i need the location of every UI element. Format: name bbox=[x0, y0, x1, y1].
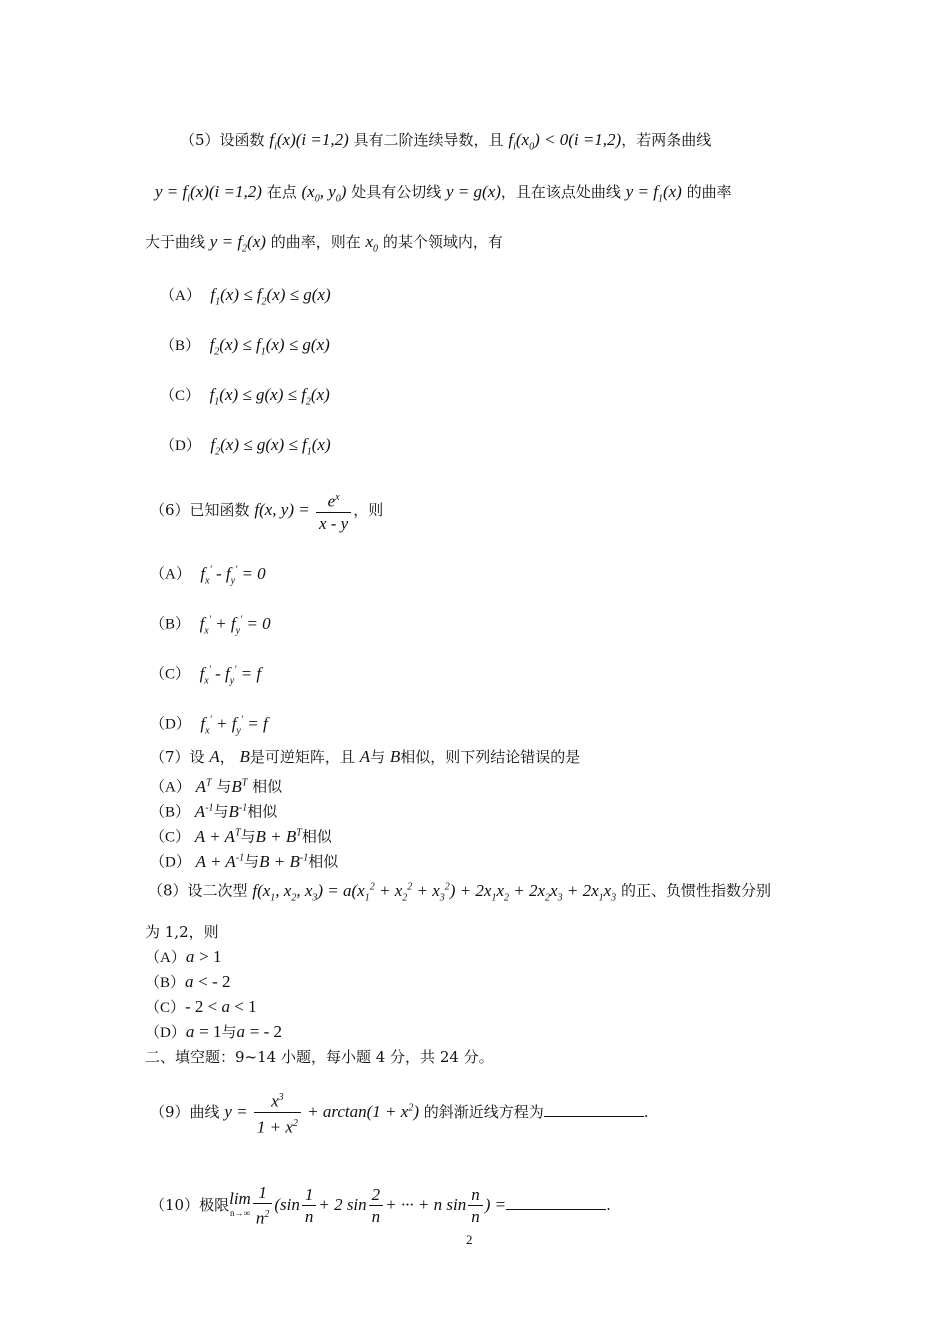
q5-text: ，若两条曲线 bbox=[621, 131, 712, 149]
q5-text: 的曲率，则在 bbox=[270, 233, 361, 251]
option-label: （B） bbox=[150, 616, 191, 633]
q10-number: （10） bbox=[150, 1196, 200, 1215]
q7-line1: （7）设 A， B是可逆矩阵，且 A与 B相似，则下列结论错误的是 bbox=[150, 747, 581, 766]
q7-option-c: （C） $A + A^T$与$B + B^T$相似 bbox=[150, 826, 332, 846]
q8-formula: $f(x_1$, $x_2$, $x_3) = a(x_1^2 + x_2^2 + x_3^2) + 2x_1x_2 + 2x_2x_3 + 2x_1x_3$ bbox=[252, 880, 617, 904]
q5-formula-g: y = g(x) bbox=[446, 182, 501, 201]
option-label: （D） bbox=[160, 438, 201, 454]
q5-number: （5） bbox=[180, 131, 220, 149]
q5-formula-curves: $y = f_i(x)(i =1,2)$ bbox=[155, 182, 262, 205]
q5-option-a: （A） $f_1(x) \le f_2(x) \le g(x)$ bbox=[160, 285, 331, 308]
q7-xiangsi: 相似 bbox=[308, 852, 339, 871]
q9-answer-blank[interactable] bbox=[544, 1102, 644, 1117]
q7-yu: 与 bbox=[216, 777, 232, 796]
option-label: （A） bbox=[160, 288, 201, 304]
page-number: 2 bbox=[466, 1232, 473, 1247]
q6-option-c: （C） $f_x' - f_y' = f$ bbox=[150, 663, 262, 687]
q5-formula-f1: $y = f_1(x)$ bbox=[625, 182, 682, 205]
q5-formula-point: ($x_0$, $y_0$) bbox=[301, 182, 347, 205]
q8-option-b: （B）a < - 2 bbox=[145, 972, 231, 991]
q8-option-d: （D）a = 1与a = - 2 bbox=[145, 1022, 283, 1041]
q7-option-d: （D） $A + A^{-1}$与$B + B^{-1}$相似 bbox=[150, 851, 339, 871]
option-label: （B） bbox=[145, 975, 186, 991]
option-label: （D） bbox=[150, 854, 191, 871]
q6-formula: f(x, y) = $\frac{e^x}{x - y}$ bbox=[254, 500, 353, 519]
q7-option-a: （A） $A^T$ 与$B^T$ 相似 bbox=[150, 776, 283, 796]
q5-line2 bbox=[155, 182, 732, 209]
q5-text: 处具有公切线 bbox=[351, 183, 442, 201]
q9-text: 曲线 bbox=[189, 1103, 220, 1122]
q6-option-d: （D） $f_x' + f_y' = f$ bbox=[150, 713, 268, 737]
q7-text: 是可逆矩阵，且 bbox=[249, 748, 355, 766]
option-label: （C） bbox=[145, 1000, 186, 1016]
q10-text: 极限 bbox=[199, 1196, 230, 1215]
q5-text: ，且在该点处曲线 bbox=[500, 183, 621, 201]
q5-text: 大于曲线 bbox=[145, 233, 206, 251]
q8-text: 设二次型 bbox=[187, 881, 248, 900]
q8-yu: 与 bbox=[221, 1023, 237, 1041]
q6-text: ，则 bbox=[353, 501, 384, 520]
option-label: （C） bbox=[150, 666, 191, 683]
q5-line1 bbox=[180, 130, 711, 157]
q8-line2: 为 1,2，则 bbox=[145, 923, 219, 941]
option-label: （D） bbox=[150, 716, 191, 733]
q7-number: （7） bbox=[150, 748, 190, 766]
q5-option-d: （D） $f_2(x) \le g(x) \le f_1(x)$ bbox=[160, 435, 331, 458]
option-label: （C） bbox=[150, 829, 191, 846]
q10-line bbox=[150, 1183, 611, 1230]
option-label: （A） bbox=[150, 566, 191, 583]
q5-text: 在点 bbox=[266, 183, 297, 201]
q10-answer-blank[interactable] bbox=[506, 1195, 606, 1210]
q7-text: ， bbox=[219, 748, 235, 766]
q7-yu: 与 bbox=[240, 827, 256, 846]
q7-text: 与 bbox=[370, 748, 386, 766]
q5-text: 设函数 bbox=[219, 131, 265, 149]
option-label: （A） bbox=[145, 950, 186, 966]
q10-end: . bbox=[606, 1196, 611, 1215]
q8-option-c: （C）- 2 < a < 1 bbox=[145, 997, 257, 1016]
q7-xiangsi: 相似 bbox=[252, 777, 283, 796]
q7-text: 相似，则下列结论错误的是 bbox=[400, 748, 581, 766]
q5-text: 的曲率 bbox=[686, 183, 732, 201]
q6-line1 bbox=[150, 488, 383, 535]
q6-number: （6） bbox=[150, 501, 190, 520]
q9-line bbox=[150, 1088, 649, 1138]
q5-formula-cond: $f_i(x_0) < 0(i =1,2)$ bbox=[508, 130, 622, 153]
q8-number: （8） bbox=[148, 881, 188, 900]
q9-number: （9） bbox=[150, 1103, 190, 1122]
q7-xiangsi: 相似 bbox=[301, 827, 332, 846]
q9-end: . bbox=[643, 1103, 649, 1122]
q9-formula: y = $\frac{x^3}{1 + x^2}$ + $\arctan(1 + x^2)$ bbox=[224, 1102, 419, 1121]
q5-line3 bbox=[145, 232, 503, 259]
q7-yu: 与 bbox=[244, 852, 260, 871]
q5-option-b: （B） $f_2(x) \le f_1(x) \le g(x)$ bbox=[160, 335, 330, 358]
q5-text: 的某个领域内，有 bbox=[382, 233, 503, 251]
option-label: （C） bbox=[160, 388, 201, 404]
option-label: （B） bbox=[160, 338, 201, 354]
q7-xiangsi: 相似 bbox=[247, 802, 278, 821]
q5-formula-x0: $x_0$ bbox=[365, 232, 379, 255]
option-label: （B） bbox=[150, 804, 191, 821]
option-label: （D） bbox=[145, 1025, 186, 1041]
q10-formula: lim n→∞ $\frac{1}{n^2}$ (sin $\frac{1}{n}$ + 2 sin $\frac{2}{n}$ + ··· + n sin $\frac{n}{n}$ ) = bbox=[229, 1183, 507, 1228]
q5-formula-f2: $y = f_2(x)$ bbox=[209, 232, 266, 255]
q6-option-a: （A） $f_x' - f_y' = 0$ bbox=[150, 563, 266, 587]
q8-line1 bbox=[148, 877, 771, 908]
q6-option-b: （B） $f_x' + f_y' = 0$ bbox=[150, 613, 271, 637]
q6-text: 已知函数 bbox=[189, 501, 250, 520]
option-label: （A） bbox=[150, 779, 191, 796]
q7-option-b: （B） $A^{-1}$与$B^{-1}$相似 bbox=[150, 801, 278, 821]
q5-option-c: （C） $f_1(x) \le g(x) \le f_2(x)$ bbox=[160, 385, 330, 408]
q5-formula-fi: $f_i(x)(i =1,2)$ bbox=[269, 130, 349, 153]
q8-option-a: （A）a > 1 bbox=[145, 947, 222, 966]
section-heading: 二、填空题：9~14 小题，每小题 4 分，共 24 分。 bbox=[145, 1048, 494, 1066]
q7-text: 设 bbox=[189, 748, 205, 766]
q9-text: 的斜渐近线方程为 bbox=[423, 1103, 544, 1122]
q8-text: 的正、负惯性指数分别 bbox=[620, 881, 771, 900]
q7-yu: 与 bbox=[213, 802, 229, 821]
q5-text: 具有二阶连续导数，且 bbox=[353, 131, 504, 149]
